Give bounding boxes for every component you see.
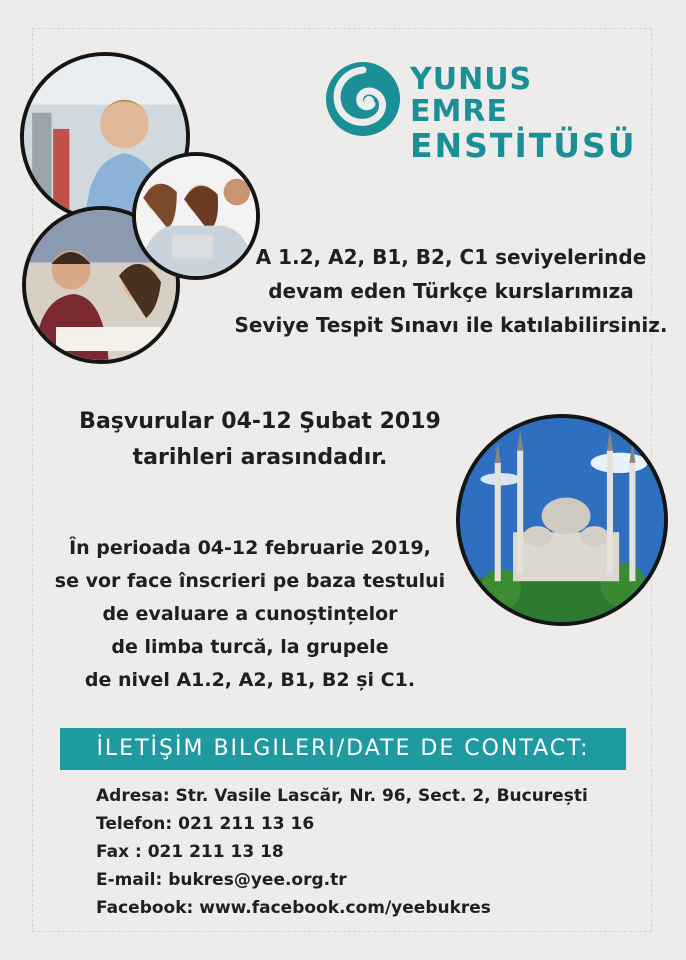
- dates-tr-line: Başvurular 04-12 Şubat 2019: [79, 409, 441, 434]
- contact-header: İLETİŞİM BILGILERI/DATE DE CONTACT:: [60, 728, 626, 770]
- dates-ro-line: de evaluare a cunoștințelor: [102, 603, 398, 625]
- application-dates-ro: [30, 532, 470, 697]
- application-dates-tr: [50, 404, 470, 476]
- logo-line-1: YUNUS EMRE: [410, 62, 533, 129]
- dates-tr-line: tarihleri arasındadır.: [132, 445, 388, 470]
- yunus-emre-logo: [322, 58, 637, 165]
- dates-ro-line: de nivel A1.2, A2, B1, B2 și C1.: [84, 669, 416, 691]
- intro-line: A 1.2, A2, B1, B2, C1 seviyelerinde: [255, 245, 647, 269]
- contact-phone: Telefon: 021 211 13 16: [96, 814, 315, 834]
- contact-address: Adresa: Str. Vasile Lascăr, Nr. 96, Sect. 2, București: [96, 786, 588, 806]
- contact-list: [96, 782, 636, 922]
- dates-ro-line: În perioada 04-12 februarie 2019,: [69, 537, 431, 559]
- logo-text: [410, 64, 637, 164]
- logo-line-2: ENSTİTÜSÜ: [410, 126, 637, 165]
- mosque-photo: [456, 414, 668, 626]
- intro-line: Seviye Tespit Sınavı ile katılabilirsiniz.: [234, 313, 668, 337]
- dates-ro-line: se vor face înscrieri pe baza testului: [54, 570, 446, 592]
- contact-fax: Fax : 021 211 13 18: [96, 842, 284, 862]
- dates-ro-line: de limba turcă, la grupele: [111, 636, 389, 658]
- contact-facebook[interactable]: Facebook: www.facebook.com/yeebukres: [96, 898, 491, 918]
- intro-text: [220, 240, 682, 342]
- logo-swirl-icon: [322, 58, 404, 140]
- intro-line: devam eden Türkçe kurslarımıza: [268, 279, 634, 303]
- contact-email[interactable]: E-mail: bukres@yee.org.tr: [96, 870, 347, 890]
